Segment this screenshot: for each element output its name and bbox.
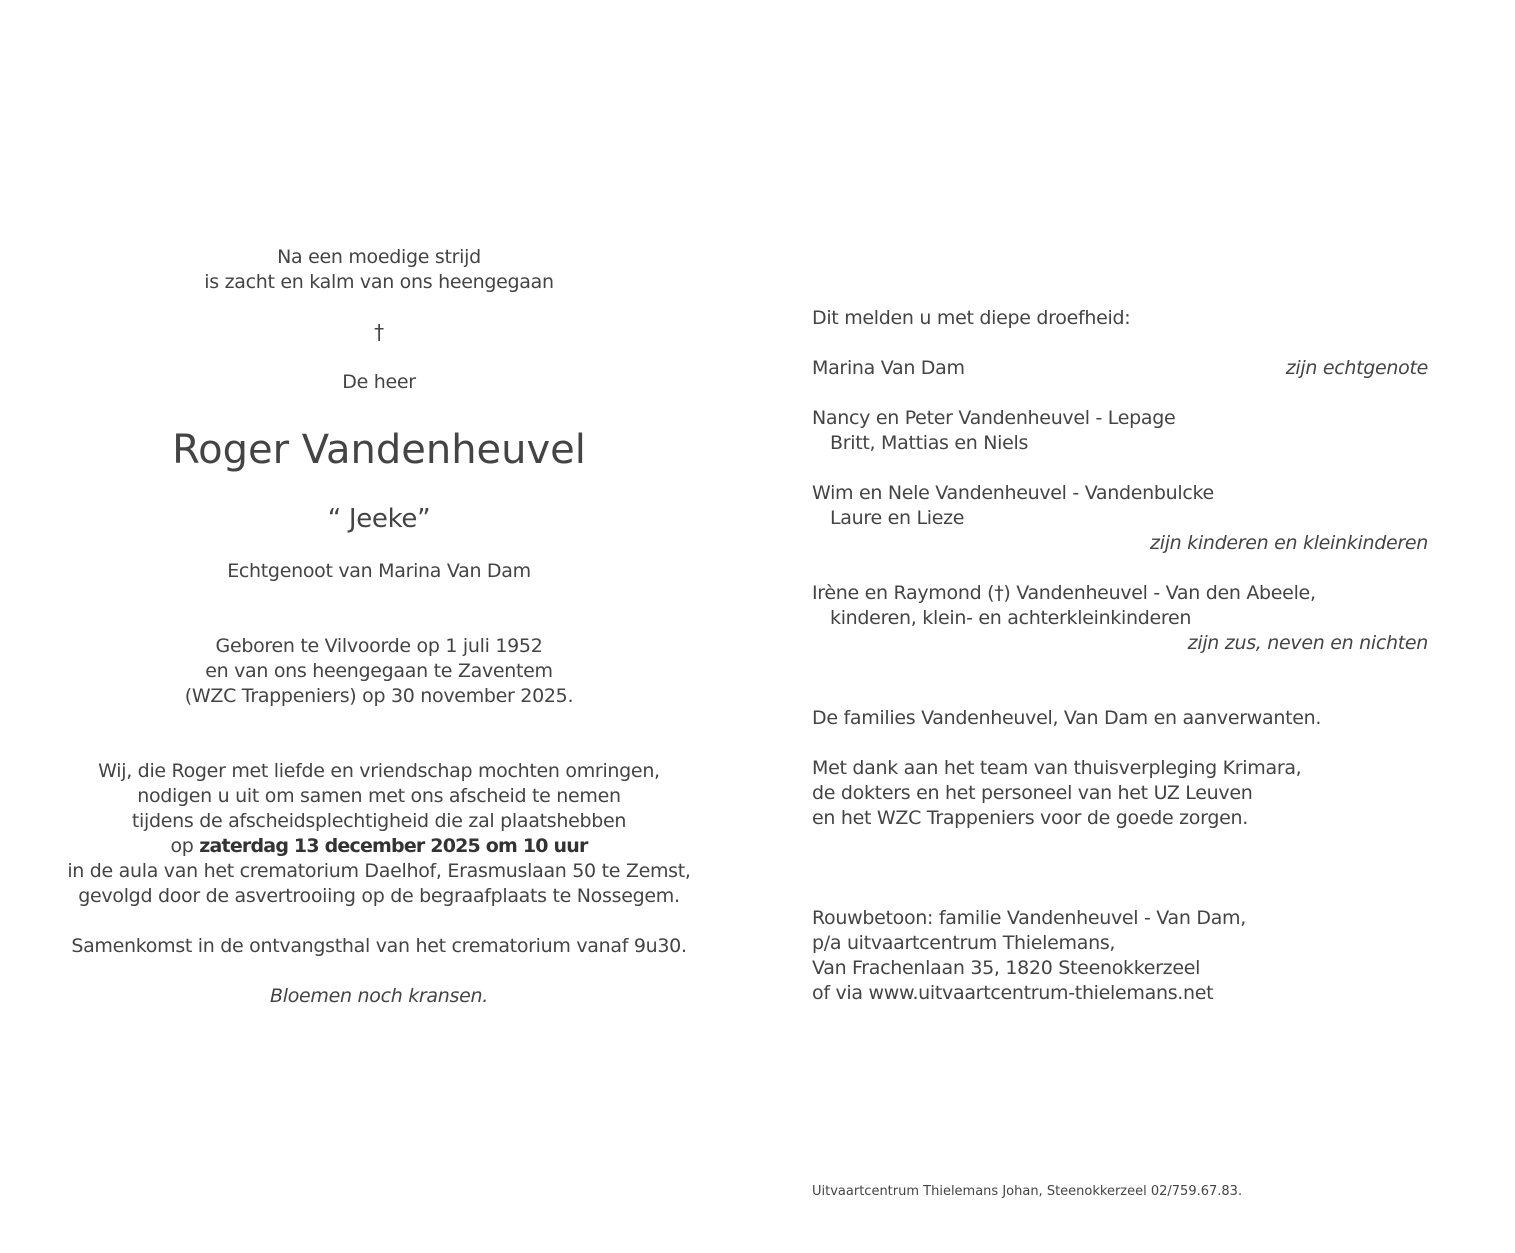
deceased-name: Roger Vandenheuvel: [172, 427, 586, 473]
condolence-prefix: of via: [812, 982, 869, 1004]
honorific: De heer: [342, 371, 416, 393]
gathering-line: Samenkomst in de ontvangsthal van het crematorium vanaf 9u30.: [71, 935, 687, 957]
death-line-2: (WZC Trappeniers) op 30 november 2025.: [184, 685, 574, 707]
condolence-line-3: Van Frachenlaan 35, 1820 Steenokkerzeel: [812, 957, 1201, 979]
spouse-relation: zijn echtgenote: [1285, 357, 1428, 379]
announcement: Dit melden u met diepe droefheid:: [812, 307, 1131, 329]
flowers-line: Bloemen noch kransen.: [270, 985, 488, 1007]
cross-icon: †: [374, 320, 384, 344]
nickname: “ Jeeke”: [327, 504, 431, 534]
footer-credit: Uitvaartcentrum Thielemans Johan, Steenokkerzeel 02/759.67.83.: [812, 1184, 1243, 1199]
thanks-line-1: Met dank aan het team van thuisverpleging Krimara,: [812, 757, 1302, 779]
thanks-line-3: en het WZC Trappeniers voor de goede zorgen.: [812, 807, 1248, 829]
children-relation: zijn kinderen en kleinkinderen: [1150, 532, 1428, 554]
child-1-name: Nancy en Peter Vandenheuvel - Lepage: [812, 407, 1176, 429]
spouse-line: Echtgenoot van Marina Van Dam: [227, 560, 531, 582]
location-line: in de aula van het crematorium Daelhof, Erasmuslaan 50 te Zemst,: [67, 860, 691, 882]
condolence-line-4: [812, 981, 1213, 1006]
invite-line-3: tijdens de afscheidsplechtigheid die zal plaatshebben: [131, 810, 627, 832]
sibling-name: Irène en Raymond (†) Vandenheuvel - Van den Abeele,: [812, 582, 1316, 604]
child-2-children: Laure en Lieze: [830, 507, 965, 529]
thanks-line-2: de dokters en het personeel van het UZ Leuven: [812, 782, 1253, 804]
invite-line-2: nodigen u uit om samen met ons afscheid te nemen: [137, 785, 621, 807]
death-line-1: en van ons heengegaan te Zaventem: [205, 660, 553, 682]
date-prefix: op: [170, 835, 200, 857]
intro-line-2: is zacht en kalm van ons heengegaan: [204, 271, 554, 293]
ceremony-date: zaterdag 13 december 2025 om 10 uur: [199, 835, 588, 857]
website-link[interactable]: www.uitvaartcentrum-thielemans.net: [868, 982, 1214, 1004]
sibling-children: kinderen, klein- en achterkleinkinderen: [830, 607, 1192, 629]
spouse-name: Marina Van Dam: [812, 357, 965, 379]
intro-line-1: Na een moedige strijd: [277, 246, 481, 268]
followup-line: gevolgd door de asvertrooiing op de begraafplaats te Nossegem.: [78, 885, 680, 907]
child-2-name: Wim en Nele Vandenheuvel - Vandenbulcke: [812, 482, 1214, 504]
condolence-line-1: Rouwbetoon: familie Vandenheuvel - Van Dam,: [812, 907, 1246, 929]
child-1-children: Britt, Mattias en Niels: [830, 432, 1029, 454]
condolence-line-2: p/a uitvaartcentrum Thielemans,: [812, 932, 1116, 954]
ceremony-date-line: [0, 834, 758, 859]
families-line: De families Vandenheuvel, Van Dam en aanverwanten.: [812, 707, 1322, 729]
sibling-relation: zijn zus, neven en nichten: [1187, 632, 1428, 654]
birth-line: Geboren te Vilvoorde op 1 juli 1952: [215, 635, 543, 657]
invite-line-1: Wij, die Roger met liefde en vriendschap mochten omringen,: [98, 760, 660, 782]
